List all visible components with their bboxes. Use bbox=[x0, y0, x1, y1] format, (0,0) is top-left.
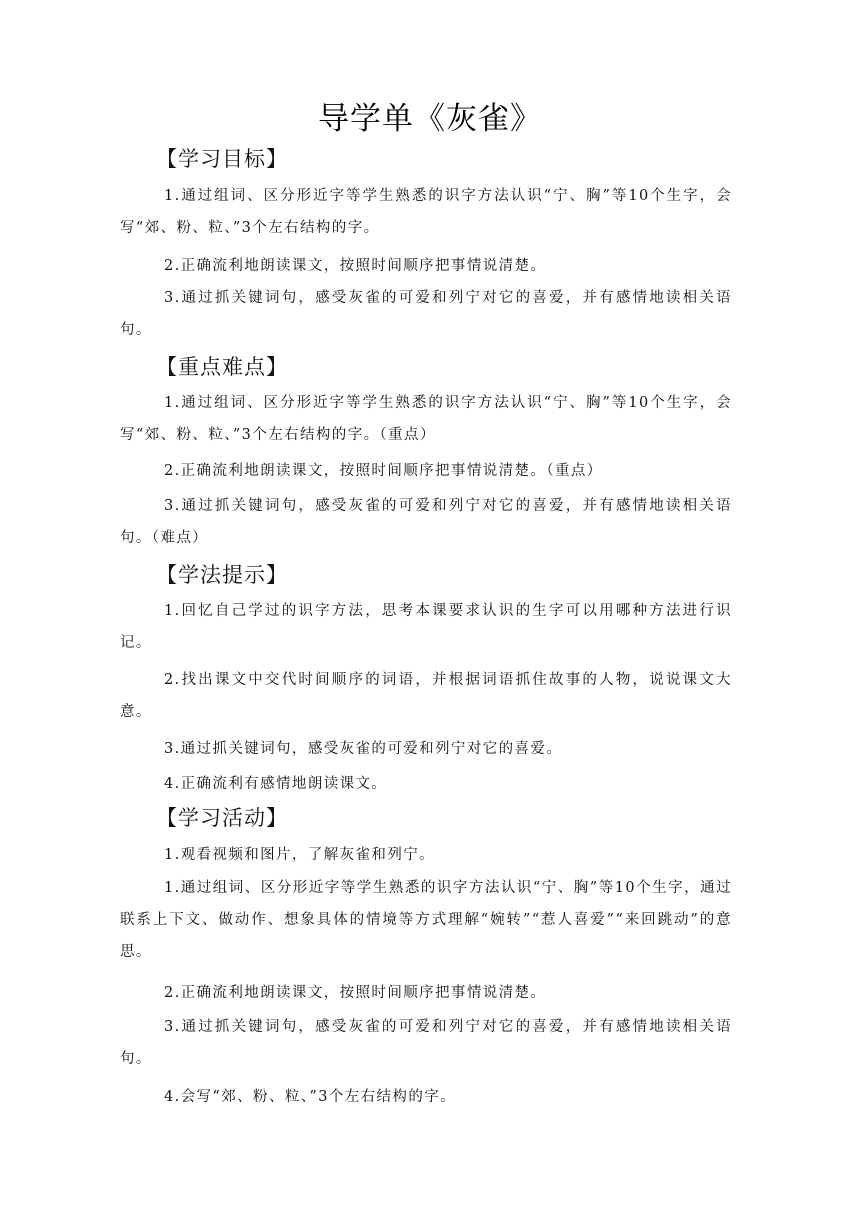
activity-item-5: 4.会写“郊、粉、粒、”3个左右结构的字。 bbox=[164, 1089, 457, 1105]
section-heading-learning-goals: 【学习目标】 bbox=[156, 147, 288, 171]
section-heading-method-tips: 【学法提示】 bbox=[156, 563, 288, 587]
goal-item-1: 1.通过组词、区分形近字等学生熟悉的识字方法认识“宁、胸”等10个生字，会写“郊、粉、粒、”3个左右结构的字。 bbox=[120, 188, 732, 236]
method-tip-item-4: 4.正确流利有感情地朗读课文。 bbox=[164, 776, 388, 792]
key-point-item-1: 1.通过组词、区分形近字等学生熟悉的识字方法认识“宁、胸”等10个生字，会写“郊、粉、粒、”3个左右结构的字。（重点） bbox=[120, 395, 732, 443]
section-heading-learning-activities: 【学习活动】 bbox=[156, 806, 288, 830]
goal-item-2: 2.正确流利地朗读课文，按照时间顺序把事情说清楚。 bbox=[164, 258, 547, 274]
key-point-item-3: 3.通过抓关键词句，感受灰雀的可爱和列宁对它的喜爱，并有感情地读相关语句。（难点） bbox=[120, 498, 732, 546]
key-point-item-2: 2.正确流利地朗读课文，按照时间顺序把事情说清楚。（重点） bbox=[164, 463, 603, 479]
method-tip-item-1: 1.回忆自己学过的识字方法，思考本课要求认识的生字可以用哪种方法进行识记。 bbox=[120, 603, 732, 651]
activity-item-2: 1.通过组词、区分形近字等学生熟悉的识字方法认识“宁、胸”等10个生字，通过联系上下文、做动作、想象具体的情境等方式理解“婉转”“惹人喜爱”“来回跳动”的意思。 bbox=[120, 880, 732, 960]
activity-item-1: 1.观看视频和图片，了解灰雀和列宁。 bbox=[164, 847, 436, 863]
method-tip-item-3: 3.通过抓关键词句，感受灰雀的可爱和列宁对它的喜爱。 bbox=[164, 741, 563, 757]
method-tip-item-2: 2.找出课文中交代时间顺序的词语，并根据词语抓住故事的人物，说说课文大意。 bbox=[120, 672, 732, 720]
activity-item-4: 3.通过抓关键词句，感受灰雀的可爱和列宁对它的喜爱，并有感情地读相关语句。 bbox=[120, 1019, 732, 1067]
document-title: 导学单《灰雀》 bbox=[318, 101, 542, 137]
activity-item-3: 2.正确流利地朗读课文，按照时间顺序把事情说清楚。 bbox=[164, 985, 547, 1001]
section-heading-key-points: 【重点难点】 bbox=[156, 355, 288, 379]
goal-item-3: 3.通过抓关键词句，感受灰雀的可爱和列宁对它的喜爱，并有感情地读相关语句。 bbox=[120, 290, 732, 338]
